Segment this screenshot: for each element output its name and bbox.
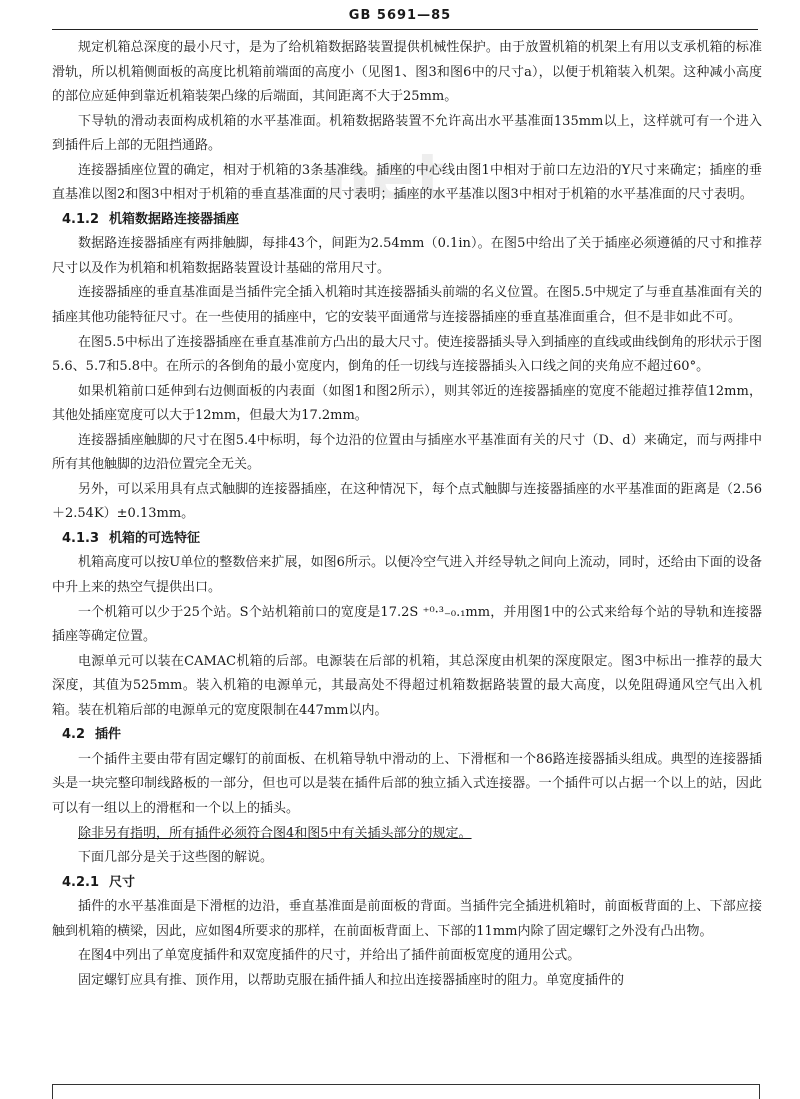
paragraph: 数据路连接器插座有两排触脚，每排43个，间距为2.54mm（0.1in）。在图5中给出了关于插座必须遵循的尺寸和推荐尺寸以及作为机箱和机箱数据路装置设计基础的常用尺寸。 [52,236,762,276]
paragraph: 插件的水平基准面是下滑框的边沿，垂直基准面是前面板的背面。当插件完全插进机箱时，前面板背面的上、下部应接触到机箱的横梁，因此，应如图4所要求的那样，在前面板背面上、下部的11mm内除了固定螺钉之外没有凸出物。 [52,899,762,939]
section-title: 插件 [95,727,122,743]
paragraph: 机箱高度可以按U单位的整数倍来扩展，如图6所示。以便冷空气进入并经导轨之间向上流动，同时，还给由下面的设备中升上来的热空气提供出口。 [52,555,762,596]
paragraph: 下导轨的滑动表面构成机箱的水平基准面。机箱数据路装置不允许高出水平基准面135mm以上，这样就可有一个进入到插件后上部的无阻挡通路。 [52,113,762,154]
paragraph: 规定机箱总深度的最小尺寸，是为了给机箱数据路装置提供机械性保护。由于放置机箱的机架上有用以支承机箱的标准滑轨，所以机箱侧面板的高度比机箱前端面的高度小（见图1、图3和图6中的尺寸a），以便于机箱装入机架。这种减小高度的部位应延伸到靠近机箱装架凸缘的后端面，其间距离不大于25mm。 [52,40,762,105]
section-title: 机箱数据路连接器插座 [109,211,240,227]
section-title: 尺寸 [109,874,136,890]
document-body [52,36,762,993]
section-title: 机箱的可选特征 [109,530,201,546]
watermark: .net [300,140,448,213]
paragraph: 下面几部分是关于这些图的解说。 [78,850,274,866]
section-heading [52,208,762,233]
paragraph-wrapper [52,822,762,847]
paragraph: 在图5.5中标出了连接器插座在垂直基准前方凸出的最大尺寸。使连接器插头导入到插座的直线或曲线倒角的形状示于图5.6、5.7和5.8中。在所示的各倒角的最小宽度内，倒角的任一切线与连接器插头入口线之间的夹角应不超过60°。 [52,334,762,375]
section-number: 4.2.1 [62,874,100,890]
paragraph: 连接器插座的垂直基准面是当插件完全插入机箱时其连接器插头前端的名义位置。在图5.5中规定了与垂直基准面有关的插座其他功能特征尺寸。在一些使用的插座中，它的安装平面通常与连接器插座的垂直基准面重合，但不是非如此不可。 [52,285,762,326]
section-heading [52,871,762,896]
paragraph: 一个机箱可以少于25个站。S个站机箱前口的宽度是17.2S ⁺⁰·³₋₀.₁mm，并用图1中的公式来给每个站的导轨和连接器插座等确定位置。 [52,604,762,645]
section-number: 4.1.3 [62,530,100,546]
paragraph: 在图4中列出了单宽度插件和双宽度插件的尺寸，并给出了插件前面板宽度的通用公式。 [78,948,581,964]
paragraph: 如果机箱前口延伸到右边侧面板的内表面（如图1和图2所示），则其邻近的连接器插座的宽度不能超过推荐值12mm，其他处插座宽度可以大于12mm，但最大为17.2mm。 [52,383,762,424]
page-header: GB 5691—85 [348,8,452,23]
paragraph: 固定螺钉应具有推、顶作用，以帮助克服在插件插人和拉出连接器插座时的阻力。单宽度插件的 [78,972,625,988]
section-heading [52,527,762,552]
section-number: 4.1.2 [62,211,100,227]
paragraph: 连接器插座位置的确定，相对于机箱的3条基准线。插座的中心线由图1中相对于前口左边沿的Y尺寸来确定；插座的垂直基准以图2和图3中相对于机箱的垂直基准面的尺寸表明；插座的水平基准以图3中相对于机箱的水平基准面的尺寸表明。 [52,162,762,203]
header-rule [52,29,758,30]
paragraph: 电源单元可以装在CAMAC机箱的后部。电源装在后部的机箱，其总深度由机架的深度限定。图3中标出一推荐的最大深度，其值为525mm。装入机箱的电源单元，其最高处不得超过机箱数据路装置的最大高度，以免阻碍通风空气出入机箱。装在机箱后部的电源单元的宽度限制在447mm以内。 [52,653,762,718]
underlined-paragraph: 除非另有指明，所有插件必须符合图4和图5中有关插头部分的规定。 [78,825,472,841]
paragraph: 连接器插座触脚的尺寸在图5.4中标明，每个边沿的位置由与插座水平基准面有关的尺寸（D、d）来确定，而与两排中所有其他触脚的边沿位置完全无关。 [52,432,762,473]
section-heading [52,723,762,748]
paragraph: 另外，可以采用具有点式触脚的连接器插座，在这种情况下，每个点式触脚与连接器插座的水平基准面的距离是（2.56＋2.54K）±0.13mm。 [52,481,762,522]
paragraph: 一个插件主要由带有固定螺钉的前面板、在机箱导轨中滑动的上、下滑框和一个86路连接器插头组成。典型的连接器插头是一块完整印制线路板的一部分，但也可以是装在插件后部的独立插入式连接器。一个插件可以占据一个以上的站，因此可以有一组以上的滑框和一个以上的插头。 [52,751,762,816]
figure-frame-top [52,1084,760,1099]
section-number: 4.2 [62,727,86,743]
